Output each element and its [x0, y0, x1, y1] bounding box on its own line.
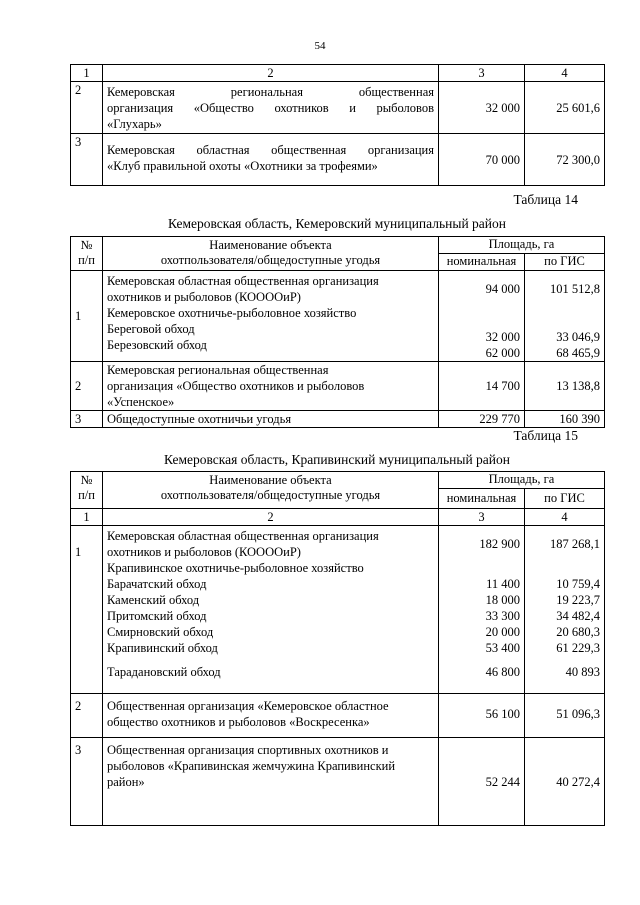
col-name-header [103, 472, 439, 509]
col-index: 3 [439, 65, 525, 82]
row-nominal: 32 000 [439, 82, 525, 134]
table-row [71, 694, 605, 738]
value-line: 187 268,1 [550, 537, 600, 551]
name-line: район» [107, 775, 145, 789]
top-table [70, 64, 605, 186]
name-line: организация «Общество охотников и рыболовов [107, 379, 365, 393]
name-line: охотников и рыболовов (КООООиР) [107, 545, 301, 559]
value-line: 46 800 [485, 665, 520, 679]
value-line: 33 300 [485, 609, 520, 623]
table14-label: Таблица 14 [513, 192, 578, 207]
table-row [71, 82, 605, 134]
row-name [103, 526, 439, 694]
row-nominal: 52 244 [439, 738, 525, 826]
value-line: 18 000 [485, 593, 520, 607]
row-name [103, 82, 439, 134]
row-name [103, 362, 439, 411]
name-line: рыболовов «Крапивинская жемчужина Крапивинский [107, 759, 396, 773]
row-number: 2 [71, 694, 103, 738]
table-header-row [71, 472, 605, 489]
name-line: охотников и рыболовов (КООООиР) [107, 290, 301, 304]
name-line: Кемеровское охотничье-рыболовное хозяйство [107, 306, 357, 320]
col-number-header [71, 472, 103, 509]
row-gis: 13 138,8 [525, 362, 605, 411]
row-gis: 72 300,0 [525, 134, 605, 186]
value-line: 94 000 [485, 282, 520, 296]
name-line: Береговой обход [107, 322, 195, 336]
value-line: 11 400 [486, 577, 520, 591]
value-line: 32 000 [485, 330, 520, 344]
row-name: Общедоступные охотничьи угодья [103, 411, 439, 428]
col-index: 3 [439, 509, 525, 526]
row-nominal [439, 526, 525, 694]
name-line: Кемеровская областная общественная организация [107, 274, 379, 288]
name-line: Кемеровская областная общественная организация [107, 143, 434, 157]
name-line: Тарадановский обход [107, 665, 221, 679]
header-line: п/п [78, 488, 95, 502]
table-header-row [71, 65, 605, 82]
name-line: организация «Общество охотников и рыболовов [107, 101, 434, 115]
table15-title: Кемеровская область, Крапивинский муниципальный район [163, 452, 511, 467]
name-line: «Клуб правильной охоты «Охотники за трофеями» [107, 159, 378, 173]
row-gis [525, 526, 605, 694]
table-row [71, 134, 605, 186]
header-line: п/п [78, 253, 95, 267]
row-number: 2 [71, 362, 103, 411]
row-number: 3 [71, 134, 103, 186]
name-line: Кемеровская областная общественная организация [107, 529, 379, 543]
table-header-row [71, 237, 605, 254]
value-line: 19 223,7 [556, 593, 600, 607]
row-name [103, 694, 439, 738]
value-line: 53 400 [485, 641, 520, 655]
table-15 [70, 471, 605, 826]
name-line: общество охотников и рыболовов «Воскресенка» [107, 715, 370, 729]
page-number: 54 [314, 40, 326, 52]
table15-label: Таблица 15 [513, 428, 578, 443]
value-line: 10 759,4 [556, 577, 600, 591]
table-row [71, 526, 605, 694]
value-line: 40 893 [565, 665, 600, 679]
header-line: № [80, 473, 93, 487]
value-line: 101 512,8 [550, 282, 600, 296]
row-gis [525, 271, 605, 362]
col-area-header: Площадь, га [439, 472, 605, 489]
table14-title: Кемеровская область, Кемеровский муниципальный район [168, 216, 506, 231]
col-name-header [103, 237, 439, 271]
table-row [71, 411, 605, 428]
row-nominal: 229 770 [439, 411, 525, 428]
col-nominal-header: номинальная [439, 254, 525, 271]
value-line: 20 000 [485, 625, 520, 639]
header-line: охотпользователя/общедоступные угодья [160, 488, 381, 502]
row-number: 1 [71, 526, 103, 694]
value-line: 62 000 [485, 346, 520, 360]
header-line: охотпользователя/общедоступные угодья [160, 253, 381, 267]
col-index: 1 [71, 509, 103, 526]
row-nominal: 70 000 [439, 134, 525, 186]
header-line: № [80, 238, 93, 252]
name-line: «Успенское» [107, 395, 175, 409]
row-gis: 51 096,3 [525, 694, 605, 738]
value-line: 33 046,9 [556, 330, 600, 344]
row-number: 3 [71, 738, 103, 826]
table-14 [70, 236, 605, 428]
col-number-header [71, 237, 103, 271]
value-line: 34 482,4 [556, 609, 600, 623]
row-gis: 25 601,6 [525, 82, 605, 134]
col-nominal-header: номинальная [439, 489, 525, 509]
value-line: 182 900 [479, 537, 520, 551]
name-line: Крапивинское охотничье-рыболовное хозяйство [107, 561, 364, 575]
header-line: Наименование объекта [209, 473, 332, 487]
col-index: 2 [103, 65, 439, 82]
name-line: Крапивинский обход [107, 641, 218, 655]
row-number: 2 [71, 82, 103, 134]
name-line: Кемеровская региональная общественная [107, 85, 434, 99]
col-index: 4 [525, 65, 605, 82]
row-gis: 160 390 [525, 411, 605, 428]
row-name [103, 738, 439, 826]
row-nominal [439, 271, 525, 362]
row-number: 1 [71, 271, 103, 362]
row-nominal: 56 100 [439, 694, 525, 738]
name-line: Притомский обход [107, 609, 207, 623]
name-line: Барачатский обход [107, 577, 207, 591]
value-line: 61 229,3 [556, 641, 600, 655]
table-index-row [71, 509, 605, 526]
col-gis-header: по ГИС [525, 489, 605, 509]
name-line: Каменский обход [107, 593, 200, 607]
row-name [103, 134, 439, 186]
row-gis: 40 272,4 [525, 738, 605, 826]
col-gis-header: по ГИС [525, 254, 605, 271]
row-number: 3 [71, 411, 103, 428]
col-index: 4 [525, 509, 605, 526]
col-index: 1 [71, 65, 103, 82]
name-line: Общественная организация спортивных охотников и [107, 743, 389, 757]
row-nominal: 14 700 [439, 362, 525, 411]
name-line: Березовский обход [107, 338, 207, 352]
name-line: «Глухарь» [107, 117, 162, 131]
name-line: Кемеровская региональная общественная [107, 363, 329, 377]
table-row [71, 271, 605, 362]
header-line: Наименование объекта [209, 238, 332, 252]
col-index: 2 [103, 509, 439, 526]
col-area-header: Площадь, га [439, 237, 605, 254]
value-line: 68 465,9 [556, 346, 600, 360]
name-line: Смирновский обход [107, 625, 214, 639]
row-name [103, 271, 439, 362]
table-row [71, 738, 605, 826]
table-row [71, 362, 605, 411]
value-line: 20 680,3 [556, 625, 600, 639]
name-line: Общественная организация «Кемеровское областное [107, 699, 389, 713]
